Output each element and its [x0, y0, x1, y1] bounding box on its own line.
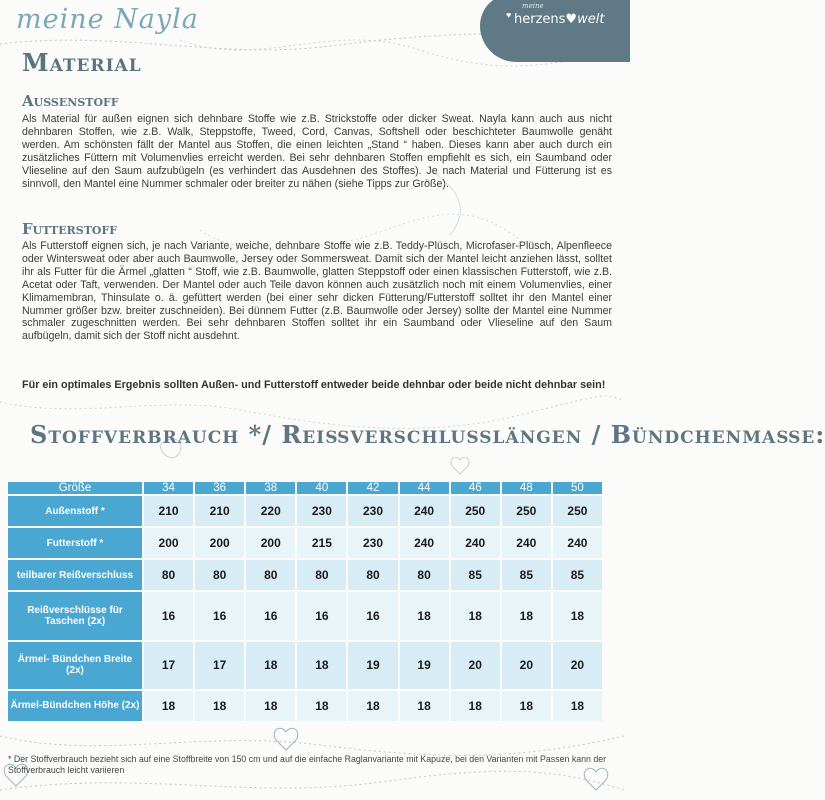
size-header: 50 [553, 482, 602, 494]
table-cell: 16 [195, 592, 244, 639]
table-row [8, 496, 602, 526]
size-header: 38 [246, 482, 295, 494]
row-label: Ärmel-Bündchen Höhe (2x) [8, 691, 142, 721]
table-cell: 80 [144, 560, 193, 590]
table-cell: 19 [348, 642, 397, 689]
size-header-label: Größe [8, 482, 142, 494]
aussenstoff-title: Außenstoff [22, 92, 119, 110]
footnote: * Der Stoffverbrauch bezieht sich auf eine Stoffbreite von 150 cm und auf die einfache Raglanvariante mit Kapuze, bei den Varianten mit Passen kann der Stoffverbrauch leicht variieren [8, 754, 607, 775]
table-header-row [8, 482, 602, 494]
table-cell: 17 [195, 642, 244, 689]
table-cell: 18 [400, 592, 449, 639]
table-row [8, 642, 602, 689]
size-header: 46 [451, 482, 500, 494]
size-header: 36 [195, 482, 244, 494]
size-header: 42 [348, 482, 397, 494]
table-cell: 250 [502, 496, 551, 526]
table-row [8, 528, 602, 558]
table-cell: 80 [297, 560, 346, 590]
table-cell: 18 [451, 592, 500, 639]
table-cell: 200 [195, 528, 244, 558]
table-cell: 18 [297, 691, 346, 721]
size-header: 34 [144, 482, 193, 494]
table-cell: 230 [348, 496, 397, 526]
table-cell: 16 [348, 592, 397, 639]
table-cell: 18 [553, 592, 602, 639]
table-cell: 240 [400, 528, 449, 558]
table-cell: 18 [144, 691, 193, 721]
table-cell: 18 [195, 691, 244, 721]
table-cell: 16 [144, 592, 193, 639]
size-header: 40 [297, 482, 346, 494]
size-header: 48 [502, 482, 551, 494]
table-cell: 85 [502, 560, 551, 590]
table-cell: 250 [451, 496, 500, 526]
table-cell: 80 [400, 560, 449, 590]
material-title: Material [22, 48, 142, 77]
heart-icon: ♥ [506, 10, 512, 20]
table-cell: 240 [400, 496, 449, 526]
table-cell: 18 [502, 592, 551, 639]
fabric-note: Für ein optimales Ergebnis sollten Außen- und Futterstoff entweder beide dehnbar oder beide nicht dehnbar sein! [22, 379, 606, 391]
table-cell: 210 [195, 496, 244, 526]
table-cell: 18 [502, 691, 551, 721]
table-row [8, 691, 602, 721]
table-cell: 240 [451, 528, 500, 558]
table-cell: 200 [246, 528, 295, 558]
table-cell: 16 [297, 592, 346, 639]
table-cell: 18 [451, 691, 500, 721]
table-cell: 19 [400, 642, 449, 689]
consumption-table [6, 480, 604, 723]
table-cell: 18 [297, 642, 346, 689]
table-cell: 18 [246, 642, 295, 689]
table-cell: 250 [553, 496, 602, 526]
table-row [8, 560, 602, 590]
table-cell: 230 [297, 496, 346, 526]
futterstoff-text: Als Futterstoff eignen sich, je nach Variante, weiche, dehnbare Stoffe wie z.B. Teddy-Plüsch, Microfaser-Plüsch, Alpenfleece oder Wintersweat oder aber auch Baumwolle, Jersey oder Sommersweat. Damit sich der Mantel leicht anziehen lässt, solltet ihr als Futter für die Ärmel „glatten “ Stoff, wie z.B. Baumwolle, glatten Steppstoff oder einen klassischen Futterstoff, wie z.B. Acetat oder Taft, verwenden. Der Mantel oder auch Teile davon können auch zusätzlich noch mit einem Volumenvlies, einer Klimamembran, Thinsulate o. ä. gefüttert werden (bei einer sehr dicken Fütterung/Futterstoff solltet ihr den Mantel einer Nummer größer bzw. breiter zuschneiden). Bei dünnem Futter (z.B. Baumwolle oder Jersey) sollte der Mantel eine Nummer schmaler zugeschnitten werden. Bei sehr dehnbaren Stoffen solltet ihr ein Saumband oder Vlieseline auf den Saum aufbügeln, damit sich der Stoff nicht ausdehnt. [22, 240, 612, 343]
table-cell: 16 [246, 592, 295, 639]
futterstoff-title: Futterstoff [22, 220, 118, 238]
logo-text: herzens♥welt [514, 12, 605, 27]
table-cell: 20 [502, 642, 551, 689]
table-cell: 200 [144, 528, 193, 558]
table-cell: 85 [451, 560, 500, 590]
row-label: Außenstoff * [8, 496, 142, 526]
aussenstoff-text: Als Material für außen eignen sich dehnbare Stoffe wie z.B. Strickstoffe oder dicker Sweat. Nayla kann auch aus nicht dehnbaren Stoffen, wie z.B. Walk, Steppstoffe, Tweed, Cord, Canvas, Softshell oder beschichteter Baumwolle genäht werden. Am schönsten fällt der Mantel aus Stoffen, die einen leichten „Stand “ haben. Dieses kann aber auch durch ein zusätzliches Füttern mit Volumenvlies erreicht werden. Bei sehr dehnbaren Stoffen empfiehlt es sich, ein Saumband oder Vlieseline auf den Saum aufzubügeln (es verhindert das Ausdehnen des Stoffes). Je nach Material und Fütterung ist es sinnvoll, den Mantel eine Nummer schmaler oder breiter zu nähen (siehe Tipps zur Größe). [22, 113, 612, 190]
table-cell: 20 [553, 642, 602, 689]
table-cell: 80 [246, 560, 295, 590]
table-cell: 240 [553, 528, 602, 558]
table-cell: 17 [144, 642, 193, 689]
row-label: Futterstoff * [8, 528, 142, 558]
table-cell: 215 [297, 528, 346, 558]
table-cell: 18 [246, 691, 295, 721]
table-cell: 85 [553, 560, 602, 590]
row-label: teilbarer Reißverschluss [8, 560, 142, 590]
table-cell: 80 [348, 560, 397, 590]
table-cell: 20 [451, 642, 500, 689]
size-header: 44 [400, 482, 449, 494]
brand-logo [480, 0, 630, 62]
table-cell: 80 [195, 560, 244, 590]
table-title: Stoffverbrauch */ Reißverschlusslängen / Bündchenmaße: [30, 420, 825, 449]
table-cell: 18 [553, 691, 602, 721]
brand-wordmark: meine Nayla [16, 4, 199, 35]
row-label: Ärmel- Bündchen Breite (2x) [8, 642, 142, 689]
table-cell: 220 [246, 496, 295, 526]
row-label: Reißverschlüsse für Taschen (2x) [8, 592, 142, 639]
table-cell: 18 [348, 691, 397, 721]
table-cell: 18 [400, 691, 449, 721]
table-cell: 240 [502, 528, 551, 558]
table-cell: 210 [144, 496, 193, 526]
table-cell: 230 [348, 528, 397, 558]
table-row [8, 592, 602, 639]
logo-small-text: meine [522, 2, 544, 10]
